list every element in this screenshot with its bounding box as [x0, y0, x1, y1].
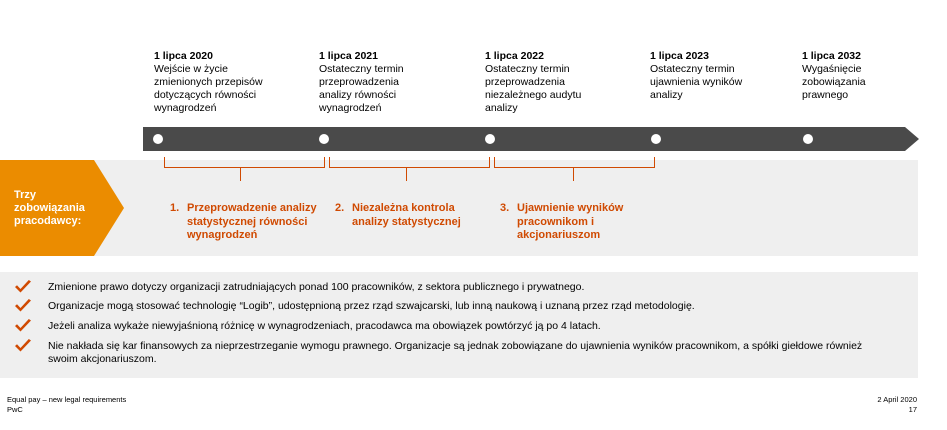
timeline-arrow-tip [905, 127, 919, 151]
bracket-3 [494, 157, 655, 168]
check-icon [14, 298, 32, 314]
bracket-stem-1 [240, 167, 241, 181]
milestone-description: Ostateczny termin przeprowadzenia niezależnego audytu analizy [485, 63, 582, 114]
milestone-description: Ostateczny termin przeprowadzenia analizy równości wynagrodzeń [319, 63, 404, 114]
bracket-1 [164, 157, 325, 168]
milestone-2023 [650, 50, 800, 102]
note-1: Zmienione prawo dotyczy organizacji zatrudniających ponad 100 pracowników, z sektora publicznego i prywatnego. [48, 281, 585, 293]
milestone-date: 1 lipca 2032 [802, 50, 861, 62]
timeline-dot-2023 [651, 134, 661, 144]
footer-page-number: 17 [908, 405, 917, 414]
milestone-2032 [802, 50, 947, 102]
milestone-2022 [485, 50, 635, 115]
timeline-dot-2022 [485, 134, 495, 144]
bracket-stem-3 [573, 167, 574, 181]
milestone-description: Wygaśnięcie zobowiązania prawnego [802, 63, 866, 101]
footer-title: Equal pay – new legal requirements [7, 395, 127, 404]
bracket-stem-2 [406, 167, 407, 181]
milestone-description: Ostateczny termin ujawnienia wyników analizy [650, 63, 743, 101]
commitment-label: Przeprowadzenie analizy statystycznej równości wynagrodzeń [187, 202, 317, 241]
timeline-dot-2020 [153, 134, 163, 144]
footer-company: PwC [7, 405, 23, 414]
check-icon [14, 318, 32, 334]
check-icon [14, 279, 32, 295]
milestone-description: Wejście w życie zmienionych przepisów dotyczących równości wynagrodzeń [154, 63, 263, 114]
commitment-number: 3. [500, 202, 510, 214]
footer-date: 2 April 2020 [877, 395, 917, 404]
commitment-number: 1. [170, 202, 180, 214]
commitment-number: 2. [335, 202, 345, 214]
note-4: Nie nakłada się kar finansowych za nieprzestrzeganie wymogu prawnego. Organizacje są jednak zobowiązane do ujawnienia wyników pracownikom, a spółki giełdowe również swoim akcjonariuszom. [48, 340, 863, 365]
timeline-dot-2032 [803, 134, 813, 144]
timeline-dot-2021 [319, 134, 329, 144]
commitment-label: Niezależna kontrola analizy statystycznej [352, 202, 461, 228]
milestone-date: 1 lipca 2020 [154, 50, 213, 62]
milestone-date: 1 lipca 2021 [319, 50, 378, 62]
timeline-bar [143, 127, 905, 151]
note-2: Organizacje mogą stosować technologię “Logib”, udostępnioną przez rząd szwajcarski, lub inną naukową i uznaną przez rząd metodologię. [48, 300, 695, 312]
employer-label: Trzy zobowiązania pracodawcy: [14, 189, 85, 227]
milestone-date: 1 lipca 2023 [650, 50, 709, 62]
note-3: Jeżeli analiza wykaże niewyjaśnioną różnicę w wynagrodzeniach, pracodawca ma obowiązek powtórzyć ją po 4 latach. [48, 320, 601, 332]
bracket-2 [329, 157, 490, 168]
milestone-2020 [154, 50, 304, 115]
milestone-2021 [319, 50, 469, 115]
commitment-label: Ujawnienie wyników pracownikom i akcjonariuszom [517, 202, 624, 241]
check-icon [14, 338, 32, 354]
milestone-date: 1 lipca 2022 [485, 50, 544, 62]
